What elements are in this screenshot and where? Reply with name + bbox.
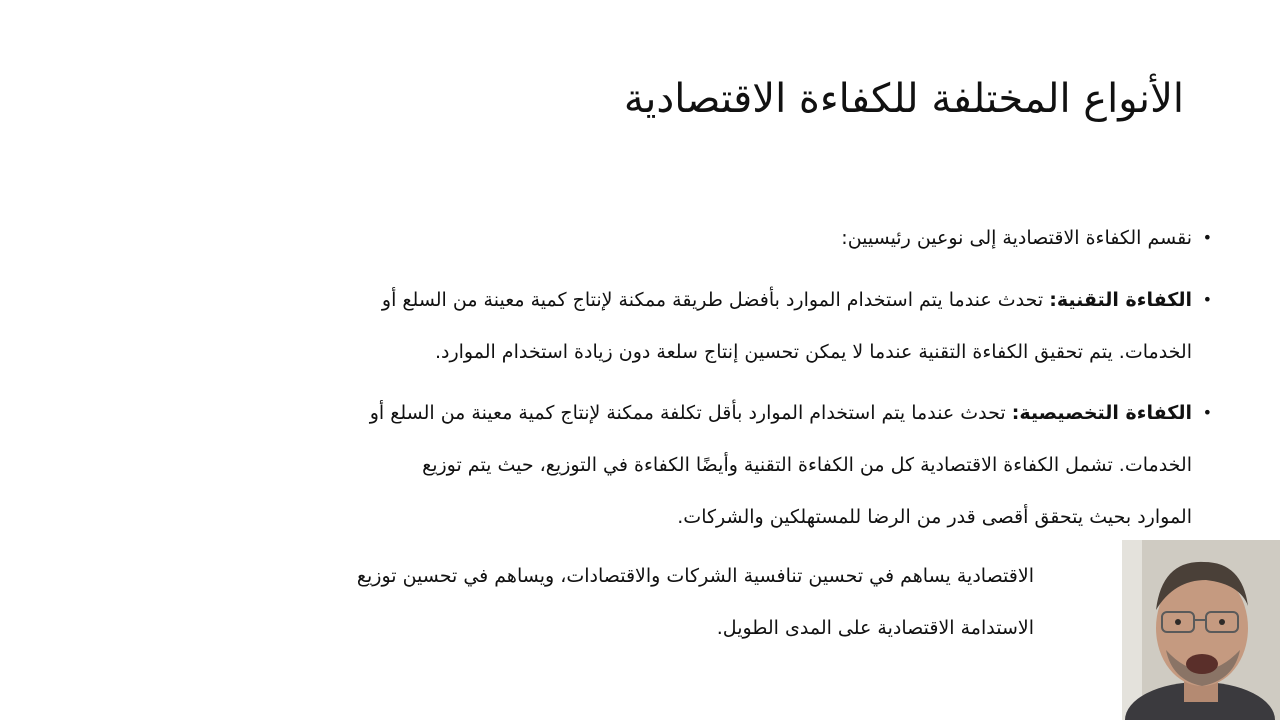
bullet-line: الموارد بحيث يتحقق أقصى قدر من الرضا للمستهلكين والشركات. bbox=[677, 506, 1192, 528]
bullet-line bbox=[152, 387, 1192, 439]
bullet-technical-efficiency bbox=[162, 274, 1212, 378]
bullet-dot: • bbox=[1202, 290, 1212, 309]
paragraph-line: الاقتصادية يساهم في تحسين تنافسية الشركات والاقتصادات، ويساهم في تحسين توزيع bbox=[356, 565, 1034, 587]
bullet-line bbox=[162, 274, 1192, 326]
paragraph-line: الاستدامة الاقتصادية على المدى الطويل. bbox=[716, 617, 1034, 639]
bullet-intro bbox=[172, 212, 1212, 264]
bullet-dot: • bbox=[1202, 228, 1212, 247]
bullet-line: نقسم الكفاءة الاقتصادية إلى نوعين رئيسيين: bbox=[841, 227, 1192, 249]
bullet-allocative-efficiency bbox=[152, 387, 1212, 543]
bullet-line: الخدمات. يتم تحقيق الكفاءة التقنية عندما لا يمكن تحسين إنتاج سلعة دون زيادة استخدام الموارد. bbox=[434, 341, 1192, 363]
bullet-line: الخدمات. تشمل الكفاءة الاقتصادية كل من الكفاءة التقنية وأيضًا الكفاءة في التوزيع، حيث يتم توزيع bbox=[422, 454, 1192, 476]
partially-hidden-paragraph bbox=[134, 550, 1034, 654]
slide-title: الأنواع المختلفة للكفاءة الاقتصادية bbox=[623, 76, 1184, 122]
bullet-text: تحدث عندما يتم استخدام الموارد بأقل تكلفة ممكنة لإنتاج كمية معينة من السلع أو bbox=[369, 402, 1006, 424]
presenter-webcam-overlay bbox=[1122, 540, 1280, 720]
bullet-term: الكفاءة التخصيصية: bbox=[1011, 402, 1192, 424]
bullet-text: تحدث عندما يتم استخدام الموارد بأفضل طريقة ممكنة لإنتاج كمية معينة من السلع أو bbox=[381, 289, 1044, 311]
bullet-term: الكفاءة التقنية: bbox=[1049, 289, 1192, 311]
bullet-dot: • bbox=[1202, 403, 1212, 422]
presenter-image bbox=[1122, 540, 1280, 720]
